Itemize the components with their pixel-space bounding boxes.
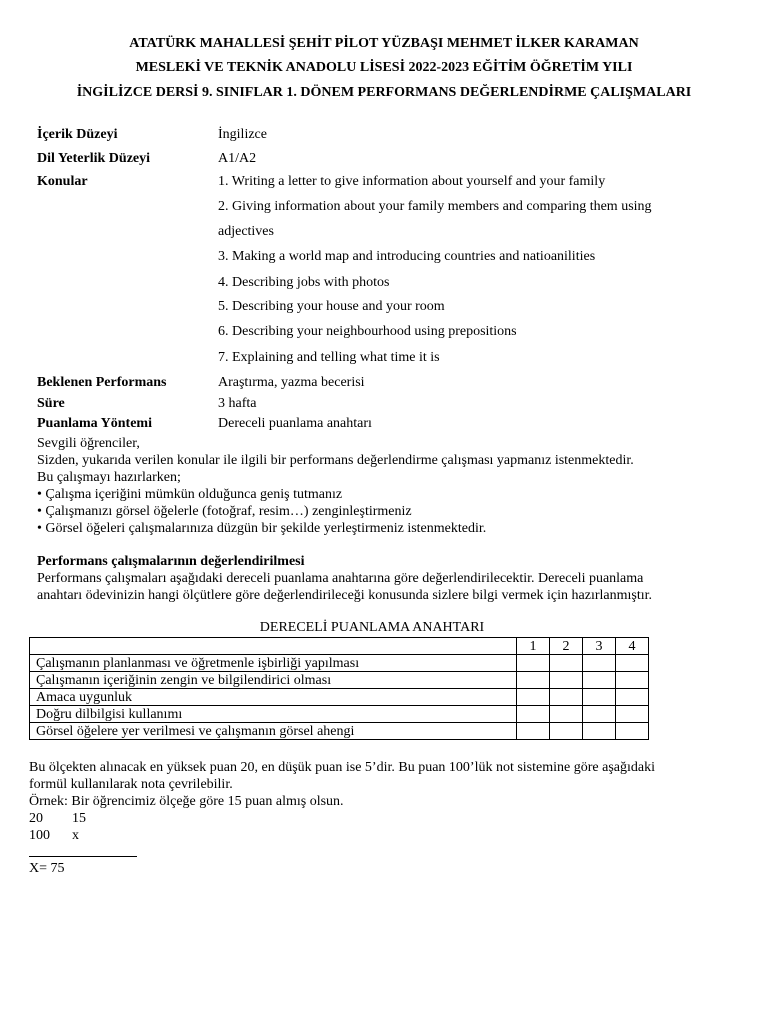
formula-value: 100 (29, 828, 50, 843)
score-cell (550, 689, 583, 706)
rubric-title: DERECELİ PUANLAMA ANAHTARI (259, 620, 485, 635)
icerik-label: İçerik Düzeyi (37, 127, 118, 142)
score-cell (616, 706, 649, 723)
footer-notes (29, 759, 749, 844)
footer-line: Bu ölçekten alınacak en yüksek puan 20, en düşük puan ise 5’dir. Bu puan 100’lük not sistemine göre aşağıdaki (29, 760, 655, 775)
puanlama-label: Puanlama Yöntemi (37, 416, 152, 431)
score-header: 3 (583, 638, 616, 655)
score-cell (550, 723, 583, 740)
intro-paragraph (37, 435, 737, 537)
table-row (30, 723, 649, 740)
dil-label: Dil Yeterlik Düzeyi (37, 151, 151, 166)
intro-line: Bu çalışmayı hazırlarken; (37, 470, 181, 485)
intro-bullet: • Görsel öğeleri çalışmalarınıza düzgün bir şekilde yerleştirmeniz istenmektedir. (37, 521, 487, 536)
evaluation-text: anahtarı ödevinizin hangi ölçütlere göre değerlendirileceği konusunda sizlere bilgi vermek için hazırlanmıştır. (37, 588, 653, 603)
score-header: 1 (517, 638, 550, 655)
header-line-1: ATATÜRK MAHALLESİ ŞEHİT PİLOT YÜZBAŞI MEHMET İLKER KARAMAN (129, 36, 639, 51)
formula-result: X= 75 (29, 861, 65, 876)
table-row (30, 672, 649, 689)
score-cell (550, 655, 583, 672)
beklenen-label: Beklenen Performans (37, 375, 167, 390)
rubric-table (29, 637, 649, 740)
konu-item: 7. Explaining and telling what time it is (218, 350, 440, 365)
puanlama-value: Dereceli puanlama anahtarı (218, 416, 372, 431)
konular-label: Konular (37, 174, 88, 189)
footer-line: Örnek: Bir öğrencimiz ölçeğe göre 15 puan almış olsun. (29, 794, 344, 809)
score-cell (616, 672, 649, 689)
formula-value: 20 (29, 811, 43, 826)
criterion-cell: Amaca uygunluk (30, 689, 517, 706)
score-header: 2 (550, 638, 583, 655)
table-row (30, 655, 649, 672)
konu-item: 6. Describing your neighbourhood using prepositions (218, 324, 517, 339)
score-cell (616, 689, 649, 706)
rubric-header-blank (30, 638, 517, 655)
sure-value: 3 hafta (218, 396, 257, 411)
criterion-cell: Doğru dilbilgisi kullanımı (30, 706, 517, 723)
criterion-cell: Görsel öğelere yer verilmesi ve çalışmanın görsel ahengi (30, 723, 517, 740)
evaluation-heading: Performans çalışmalarının değerlendirilmesi (37, 554, 305, 569)
score-cell (517, 655, 550, 672)
konu-item: 3. Making a world map and introducing countries and natioanilities (218, 249, 596, 264)
table-row (30, 689, 649, 706)
konu-item: 5. Describing your house and your room (218, 299, 445, 314)
score-cell (550, 706, 583, 723)
footer-line: formül kullanılarak nota çevrilebilir. (29, 777, 233, 792)
intro-bullet: • Çalışma içeriğini mümkün olduğunca geniş tutmanız (37, 487, 343, 502)
intro-bullet: • Çalışmanızı görsel öğelerle (fotoğraf, resim…) zenginleştirmeniz (37, 504, 412, 519)
beklenen-value: Araştırma, yazma becerisi (218, 375, 365, 390)
konu-item: 2. Giving information about your family members and comparing them using (218, 199, 652, 214)
intro-line: Sevgili öğrenciler, (37, 436, 140, 451)
score-cell (583, 655, 616, 672)
score-cell (550, 672, 583, 689)
criterion-cell: Çalışmanın planlanması ve öğretmenle işbirliği yapılması (30, 655, 517, 672)
evaluation-text: Performans çalışmaları aşağıdaki dereceli puanlama anahtarına göre değerlendirilecektir. Dereceli puanlama (37, 571, 644, 586)
table-row (30, 706, 649, 723)
formula-value: 15 (72, 811, 86, 826)
intro-line: Sizden, yukarıda verilen konular ile ilgili bir performans değerlendirme çalışması yapmanız istenmektedir. (37, 453, 634, 468)
konu-item: adjectives (218, 224, 274, 239)
rubric-header-row (30, 638, 649, 655)
score-cell (517, 672, 550, 689)
score-header: 4 (616, 638, 649, 655)
divider-line (29, 856, 137, 857)
score-cell (583, 689, 616, 706)
score-cell (616, 655, 649, 672)
header-line-3: İNGİLİZCE DERSİ 9. SINIFLAR 1. DÖNEM PERFORMANS DEĞERLENDİRME ÇALIŞMALARI (76, 85, 692, 100)
formula-row (29, 827, 749, 844)
score-cell (583, 706, 616, 723)
konu-item: 1. Writing a letter to give information about yourself and your family (218, 174, 606, 189)
score-cell (517, 706, 550, 723)
score-cell (517, 723, 550, 740)
header-line-2: MESLEKİ VE TEKNİK ANADOLU LİSESİ 2022-2023 EĞİTİM ÖĞRETİM YILI (135, 60, 633, 75)
score-cell (583, 723, 616, 740)
score-cell (616, 723, 649, 740)
dil-value: A1/A2 (218, 151, 257, 166)
score-cell (583, 672, 616, 689)
sure-label: Süre (37, 396, 65, 411)
formula-row (29, 810, 749, 827)
formula-value: x (72, 828, 79, 843)
criterion-cell: Çalışmanın içeriğinin zengin ve bilgilendirici olması (30, 672, 517, 689)
evaluation-section (37, 553, 737, 604)
konu-item: 4. Describing jobs with photos (218, 275, 390, 290)
score-cell (517, 689, 550, 706)
icerik-value: İngilizce (218, 127, 267, 142)
